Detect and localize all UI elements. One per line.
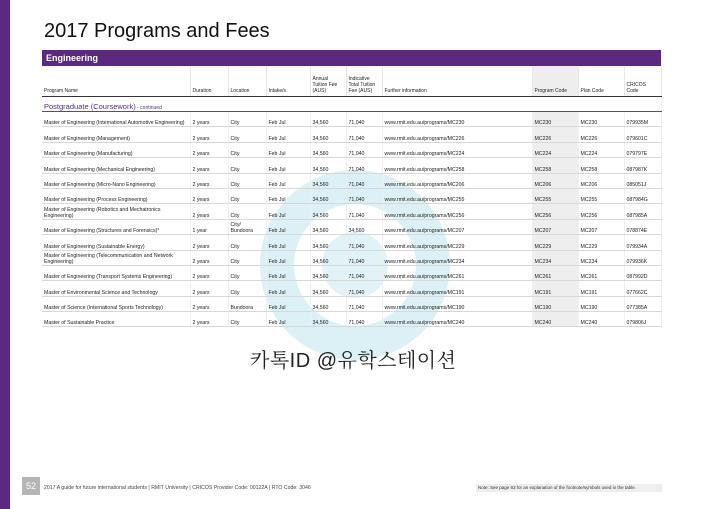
program-code-cell: MC190: [532, 296, 578, 311]
plan-code-cell: MC226: [578, 127, 624, 142]
left-rail: [0, 0, 20, 509]
program-code-cell: MC224: [532, 142, 578, 157]
total-fee-cell: 71,040: [346, 250, 382, 265]
cricos-code-cell: 079601C: [624, 127, 661, 142]
further-info-link[interactable]: www.rmit.edu.au/programs/MC234: [382, 250, 532, 265]
table-row: [42, 312, 661, 327]
table-row: [42, 158, 661, 173]
duration-cell: 2 years: [190, 173, 228, 188]
program-code-cell: MC256: [532, 204, 578, 219]
further-info-link[interactable]: www.rmit.edu.au/programs/MC261: [382, 265, 532, 280]
table-row: [42, 235, 661, 250]
page-number: 52: [22, 477, 40, 495]
total-fee-cell: 71,040: [346, 158, 382, 173]
program-code-cell: MC191: [532, 281, 578, 296]
programs-table: [42, 66, 662, 327]
cricos-code-cell: 079806J: [624, 312, 661, 327]
duration-cell: 2 years: [190, 296, 228, 311]
duration-cell: 2 years: [190, 265, 228, 280]
annual-fee-cell: 34,560: [310, 188, 346, 203]
further-info-link[interactable]: www.rmit.edu.au/programs/MC256: [382, 204, 532, 219]
further-info-link[interactable]: www.rmit.edu.au/programs/MC191: [382, 281, 532, 296]
brand-stripe: [0, 0, 10, 509]
cricos-code-cell: 087984G: [624, 188, 661, 203]
header-cricos-code: CRICOS Code: [624, 66, 661, 97]
table-row: [42, 188, 661, 203]
header-duration: Duration: [190, 66, 228, 97]
plan-code-cell: MC190: [578, 296, 624, 311]
intakes-cell: Feb Jul: [266, 219, 310, 234]
annual-fee-cell: 34,560: [310, 265, 346, 280]
location-cell: City: [228, 235, 266, 250]
program-name-cell: Master of Sustainable Practice: [42, 312, 190, 327]
table-row: [42, 173, 661, 188]
table-row: [42, 127, 661, 142]
table-row: [42, 281, 661, 296]
duration-cell: 2 years: [190, 235, 228, 250]
program-name-cell: Master of Engineering (Telecommunication and Network Engineering): [42, 250, 190, 265]
cricos-code-cell: 078874E: [624, 219, 661, 234]
header-program-name: Program Name: [42, 66, 190, 97]
location-cell: City: [228, 158, 266, 173]
intakes-cell: Feb Jul: [266, 281, 310, 296]
program-name-cell: Master of Engineering (Manufacturing): [42, 142, 190, 157]
table-row: [42, 296, 661, 311]
plan-code-cell: MC258: [578, 158, 624, 173]
intakes-cell: Feb Jul: [266, 235, 310, 250]
intakes-cell: Feb Jul: [266, 158, 310, 173]
intakes-cell: Feb Jul: [266, 188, 310, 203]
intakes-cell: Feb Jul: [266, 312, 310, 327]
program-code-cell: MC261: [532, 265, 578, 280]
table-row: [42, 265, 661, 280]
annual-fee-cell: 34,560: [310, 312, 346, 327]
total-fee-cell: 71,040: [346, 265, 382, 280]
cricos-code-cell: 087985A: [624, 204, 661, 219]
header-plan-code: Plan Code: [578, 66, 624, 97]
program-name-cell: Master of Engineering (Mechanical Engineering): [42, 158, 190, 173]
annual-fee-cell: 34,560: [310, 112, 346, 127]
intakes-cell: Feb Jul: [266, 204, 310, 219]
location-cell: City: [228, 250, 266, 265]
further-info-link[interactable]: www.rmit.edu.au/programs/MC229: [382, 235, 532, 250]
header-total-fee: Indicative Total Tuition Fee (AUS): [346, 66, 382, 97]
duration-cell: 2 years: [190, 312, 228, 327]
program-code-cell: MC206: [532, 173, 578, 188]
annual-fee-cell: 34,560: [310, 204, 346, 219]
total-fee-cell: 71,040: [346, 112, 382, 127]
table-subheading-row: [42, 97, 661, 112]
table-row: [42, 204, 661, 219]
further-info-link[interactable]: www.rmit.edu.au/programs/MC190: [382, 296, 532, 311]
cricos-code-cell: 085051J: [624, 173, 661, 188]
cricos-code-cell: 079934A: [624, 235, 661, 250]
location-cell: City: [228, 188, 266, 203]
program-name-cell: Master of Engineering (Management): [42, 127, 190, 142]
plan-code-cell: MC191: [578, 281, 624, 296]
total-fee-cell: 34,560: [346, 219, 382, 234]
cricos-code-cell: 077385A: [624, 296, 661, 311]
location-cell: City: [228, 204, 266, 219]
further-info-link[interactable]: www.rmit.edu.au/programs/MC224: [382, 142, 532, 157]
header-annual-fee: Annual Tuition Fee (AUS): [310, 66, 346, 97]
total-fee-cell: 71,040: [346, 142, 382, 157]
intakes-cell: Feb Jul: [266, 173, 310, 188]
total-fee-cell: 71,040: [346, 312, 382, 327]
duration-cell: 2 years: [190, 281, 228, 296]
annual-fee-cell: 34,560: [310, 219, 346, 234]
program-code-cell: MC229: [532, 235, 578, 250]
annual-fee-cell: 34,560: [310, 250, 346, 265]
annual-fee-cell: 34,560: [310, 158, 346, 173]
table-row: [42, 219, 661, 234]
duration-cell: 2 years: [190, 127, 228, 142]
duration-cell: 1 year: [190, 219, 228, 234]
program-code-cell: MC226: [532, 127, 578, 142]
footer-text: 2017 A guide for future international students | RMIT University | CRICOS Provider Code: 00122A | RTO Code: 3046: [44, 485, 311, 491]
total-fee-cell: 71,040: [346, 281, 382, 296]
further-info-link[interactable]: www.rmit.edu.au/programs/MC240: [382, 312, 532, 327]
program-name-cell: Master of Environmental Science and Technology: [42, 281, 190, 296]
further-info-link[interactable]: www.rmit.edu.au/programs/MC206: [382, 173, 532, 188]
header-program-code: Program Code: [532, 66, 578, 97]
plan-code-cell: MC255: [578, 188, 624, 203]
intakes-cell: Feb Jul: [266, 112, 310, 127]
further-info-link[interactable]: www.rmit.edu.au/programs/MC258: [382, 158, 532, 173]
cricos-code-cell: 087987K: [624, 158, 661, 173]
program-code-cell: MC240: [532, 312, 578, 327]
location-cell: Bundoora: [228, 296, 266, 311]
further-info-link[interactable]: www.rmit.edu.au/programs/MC255: [382, 188, 532, 203]
plan-code-cell: MC256: [578, 204, 624, 219]
further-info-link[interactable]: www.rmit.edu.au/programs/MC207: [382, 219, 532, 234]
further-info-link[interactable]: www.rmit.edu.au/programs/MC230: [382, 112, 532, 127]
plan-code-cell: MC230: [578, 112, 624, 127]
program-code-cell: MC230: [532, 112, 578, 127]
plan-code-cell: MC261: [578, 265, 624, 280]
program-name-cell: Master of Engineering (Transport Systems Engineering): [42, 265, 190, 280]
program-code-cell: MC207: [532, 219, 578, 234]
table-row: [42, 142, 661, 157]
program-code-cell: MC234: [532, 250, 578, 265]
cricos-code-cell: 079935M: [624, 112, 661, 127]
duration-cell: 2 years: [190, 112, 228, 127]
annual-fee-cell: 34,560: [310, 281, 346, 296]
duration-cell: 2 years: [190, 142, 228, 157]
plan-code-cell: MC240: [578, 312, 624, 327]
location-cell: City: [228, 127, 266, 142]
total-fee-cell: 71,040: [346, 127, 382, 142]
location-cell: City: [228, 281, 266, 296]
intakes-cell: Feb Jul: [266, 265, 310, 280]
location-cell: City: [228, 173, 266, 188]
total-fee-cell: 71,040: [346, 188, 382, 203]
duration-cell: 2 years: [190, 158, 228, 173]
program-name-cell: Master of Engineering (Sustainable Energy): [42, 235, 190, 250]
program-name-cell: Master of Engineering (Robotics and Mechatronics Engineering): [42, 204, 190, 219]
cricos-code-cell: 079936K: [624, 250, 661, 265]
plan-code-cell: MC234: [578, 250, 624, 265]
duration-cell: 2 years: [190, 250, 228, 265]
intakes-cell: Feb Jul: [266, 250, 310, 265]
program-name-cell: Master of Engineering (Process Engineering): [42, 188, 190, 203]
footer-note: Note: See page 63 for an explanation of the footnote/symbols used in the table.: [476, 484, 662, 492]
header-location: Location: [228, 66, 266, 97]
header-intakes: Intake/s: [266, 66, 310, 97]
program-name-cell: Master of Engineering (International Automotive Engineering): [42, 112, 190, 127]
program-name-cell: Master of Engineering (Structures and Forensics)*: [42, 219, 190, 234]
program-code-cell: MC258: [532, 158, 578, 173]
plan-code-cell: MC206: [578, 173, 624, 188]
program-code-cell: MC255: [532, 188, 578, 203]
total-fee-cell: 71,040: [346, 235, 382, 250]
table-header-row: [42, 66, 661, 97]
location-cell: City/ Bundoora: [228, 219, 266, 234]
plan-code-cell: MC229: [578, 235, 624, 250]
subheading-cell: [42, 97, 661, 112]
intakes-cell: Feb Jul: [266, 127, 310, 142]
annual-fee-cell: 34,560: [310, 296, 346, 311]
location-cell: City: [228, 265, 266, 280]
total-fee-cell: 71,040: [346, 204, 382, 219]
duration-cell: 2 years: [190, 188, 228, 203]
duration-cell: 2 years: [190, 204, 228, 219]
cricos-code-cell: 077662C: [624, 281, 661, 296]
section-header-engineering: Engineering: [42, 50, 661, 66]
annual-fee-cell: 34,560: [310, 127, 346, 142]
cricos-code-cell: 079797E: [624, 142, 661, 157]
plan-code-cell: MC224: [578, 142, 624, 157]
watermark-text: 카톡ID @유학스테이션: [250, 350, 457, 372]
cricos-code-cell: 087992D: [624, 265, 661, 280]
page-title: 2017 Programs and Fees: [44, 20, 270, 42]
subheading-continued: - continued: [135, 105, 162, 111]
annual-fee-cell: 34,560: [310, 173, 346, 188]
table-row: [42, 112, 661, 127]
total-fee-cell: 71,040: [346, 296, 382, 311]
location-cell: City: [228, 312, 266, 327]
annual-fee-cell: 34,560: [310, 235, 346, 250]
location-cell: City: [228, 112, 266, 127]
subheading-text: Postgraduate (Coursework): [44, 102, 136, 111]
total-fee-cell: 71,040: [346, 173, 382, 188]
header-further-info: Further information: [382, 66, 532, 97]
further-info-link[interactable]: www.rmit.edu.au/programs/MC226: [382, 127, 532, 142]
intakes-cell: Feb Jul: [266, 296, 310, 311]
program-name-cell: Master of Science (International Sports Technology): [42, 296, 190, 311]
intakes-cell: Feb Jul: [266, 142, 310, 157]
location-cell: City: [228, 142, 266, 157]
plan-code-cell: MC207: [578, 219, 624, 234]
annual-fee-cell: 34,560: [310, 142, 346, 157]
program-name-cell: Master of Engineering (Micro-Nano Engineering): [42, 173, 190, 188]
table-row: [42, 250, 661, 265]
